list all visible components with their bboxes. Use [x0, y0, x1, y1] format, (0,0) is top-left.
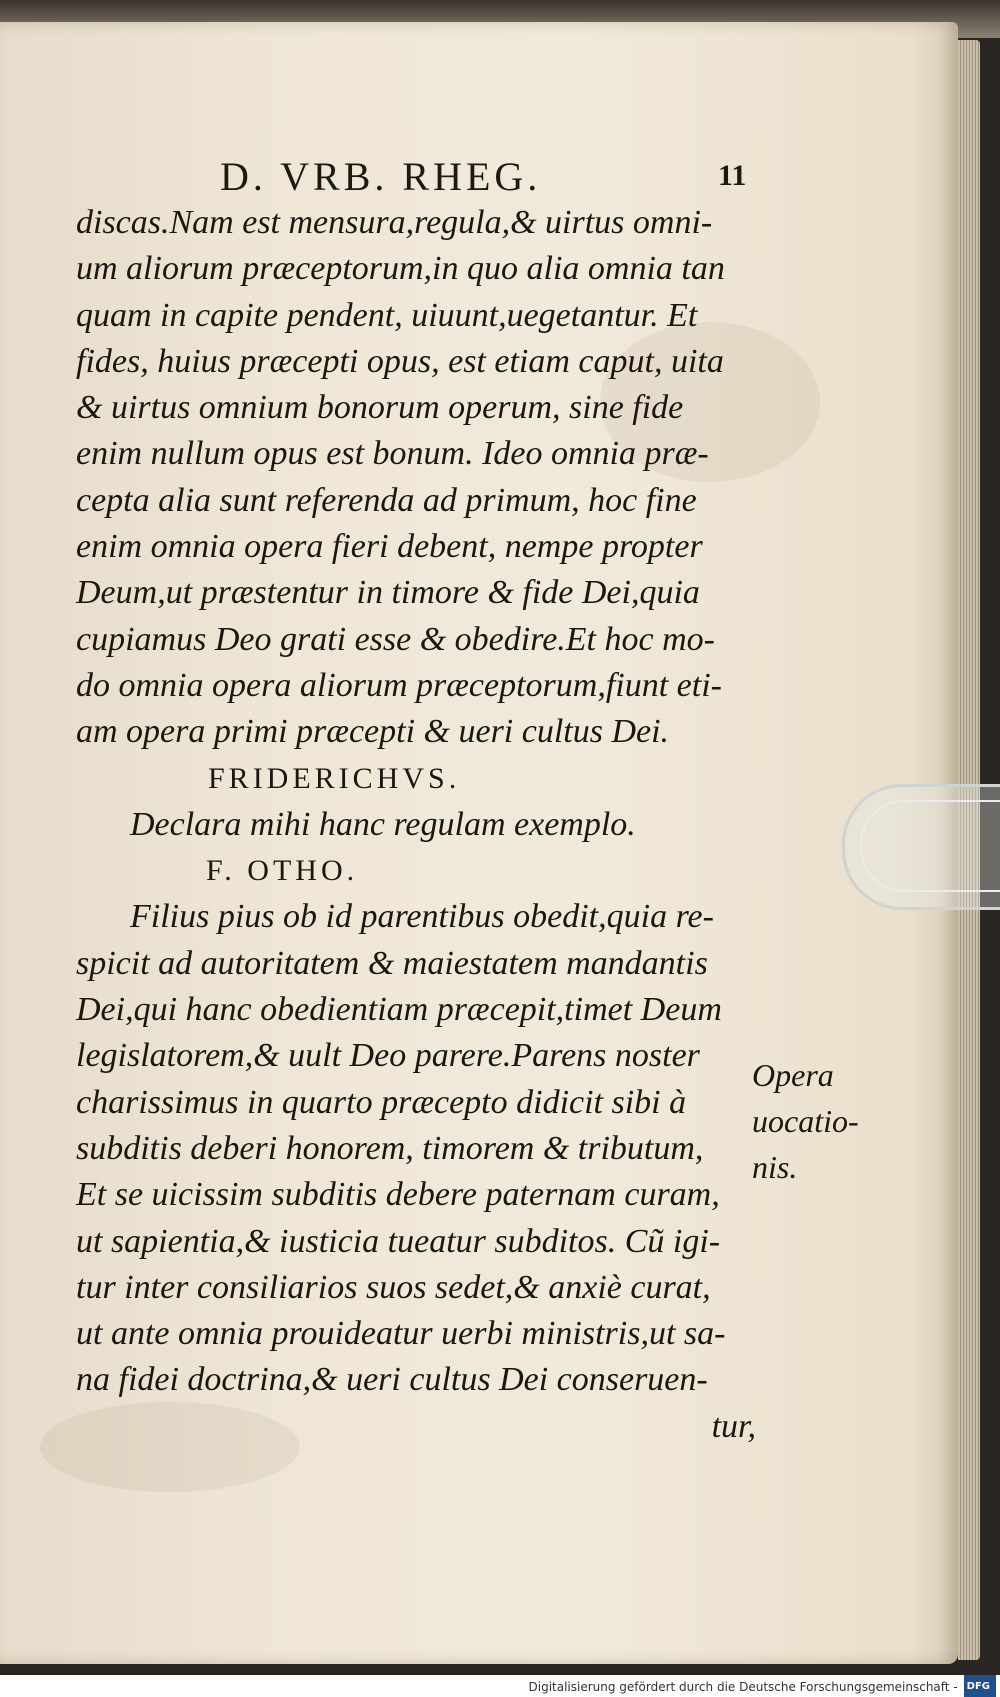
marginal-note: [752, 1052, 862, 1190]
text-line: Deum,ut præstentur in timore & fide Dei,quia: [76, 574, 700, 612]
speaker-heading: F. OTHO.: [206, 854, 359, 888]
running-head: D. VRB. RHEG.: [220, 154, 542, 199]
credit-text: Digitalisierung gefördert durch die Deutsche Forschungsgemeinschaft -: [528, 1679, 958, 1694]
speaker-heading: FRIDERICHVS.: [208, 761, 461, 795]
text-line: enim nullum opus est bonum. Ideo omnia præ-: [76, 435, 709, 473]
text-line: ut sapientia,& iusticia tueatur subditos. Cũ igi-: [76, 1222, 721, 1260]
digitization-credit-bar: [0, 1675, 1000, 1697]
text-line: charissimus in quarto præcepto didicit sibi à: [76, 1083, 687, 1121]
text-line: Filius pius ob id parentibus obedit,quia re-: [130, 898, 714, 936]
text-line: cepta alia sunt referenda ad primum, hoc fine: [76, 481, 697, 519]
text-line: do omnia opera aliorum præceptorum,fiunt eti-: [76, 666, 722, 704]
text-line: subditis deberi honorem, timorem & tributum,: [76, 1129, 704, 1167]
text-line: cupiamus Deo grati esse & obedire.Et hoc mo-: [76, 620, 715, 658]
text-line: tur inter consiliarios suos sedet,& anxiè curat,: [76, 1268, 711, 1306]
question-line: Declara mihi hanc regulam exemplo.: [130, 805, 636, 843]
text-line: discas.Nam est mensura,regula,& uirtus omni-: [76, 204, 713, 241]
page-clip-inner: [860, 800, 1000, 892]
page-header: [0, 153, 958, 203]
text-line: na fidei doctrina,& ueri cultus Dei conseruen-: [76, 1361, 708, 1399]
text-line: Et se uicissim subditis debere paternam curam,: [76, 1176, 720, 1214]
main-text-block: [76, 200, 756, 1450]
marginal-note-line: uocatio-: [752, 1103, 859, 1139]
folio-number: 11: [718, 159, 747, 192]
text-line: legislatorem,& uult Deo parere.Parens noster: [76, 1037, 700, 1075]
text-line: fides, huius præcepti opus, est etiam caput, uita: [76, 342, 724, 380]
text-line: Dei,qui hanc obedientiam præcepit,timet Deum: [76, 991, 722, 1029]
text-line: quam in capite pendent, uiuunt,uegetantur. Et: [76, 296, 698, 334]
text-line: & uirtus omnium bonorum operum, sine fide: [76, 389, 684, 427]
dfg-logo: DFG: [964, 1675, 996, 1697]
catchword: tur,: [711, 1407, 756, 1445]
text-line: um aliorum præceptorum,in quo alia omnia tan: [76, 250, 725, 288]
text-line: enim omnia opera fieri debent, nempe propter: [76, 528, 703, 566]
text-line: am opera primi præcepti & ueri cultus Dei.: [76, 713, 670, 751]
text-line: spicit ad autoritatem & maiestatem mandantis: [76, 944, 708, 982]
marginal-note-line: nis.: [752, 1149, 798, 1185]
marginal-note-line: Opera: [752, 1057, 834, 1093]
text-line: ut ante omnia prouideatur uerbi ministris,ut sa-: [76, 1315, 726, 1353]
